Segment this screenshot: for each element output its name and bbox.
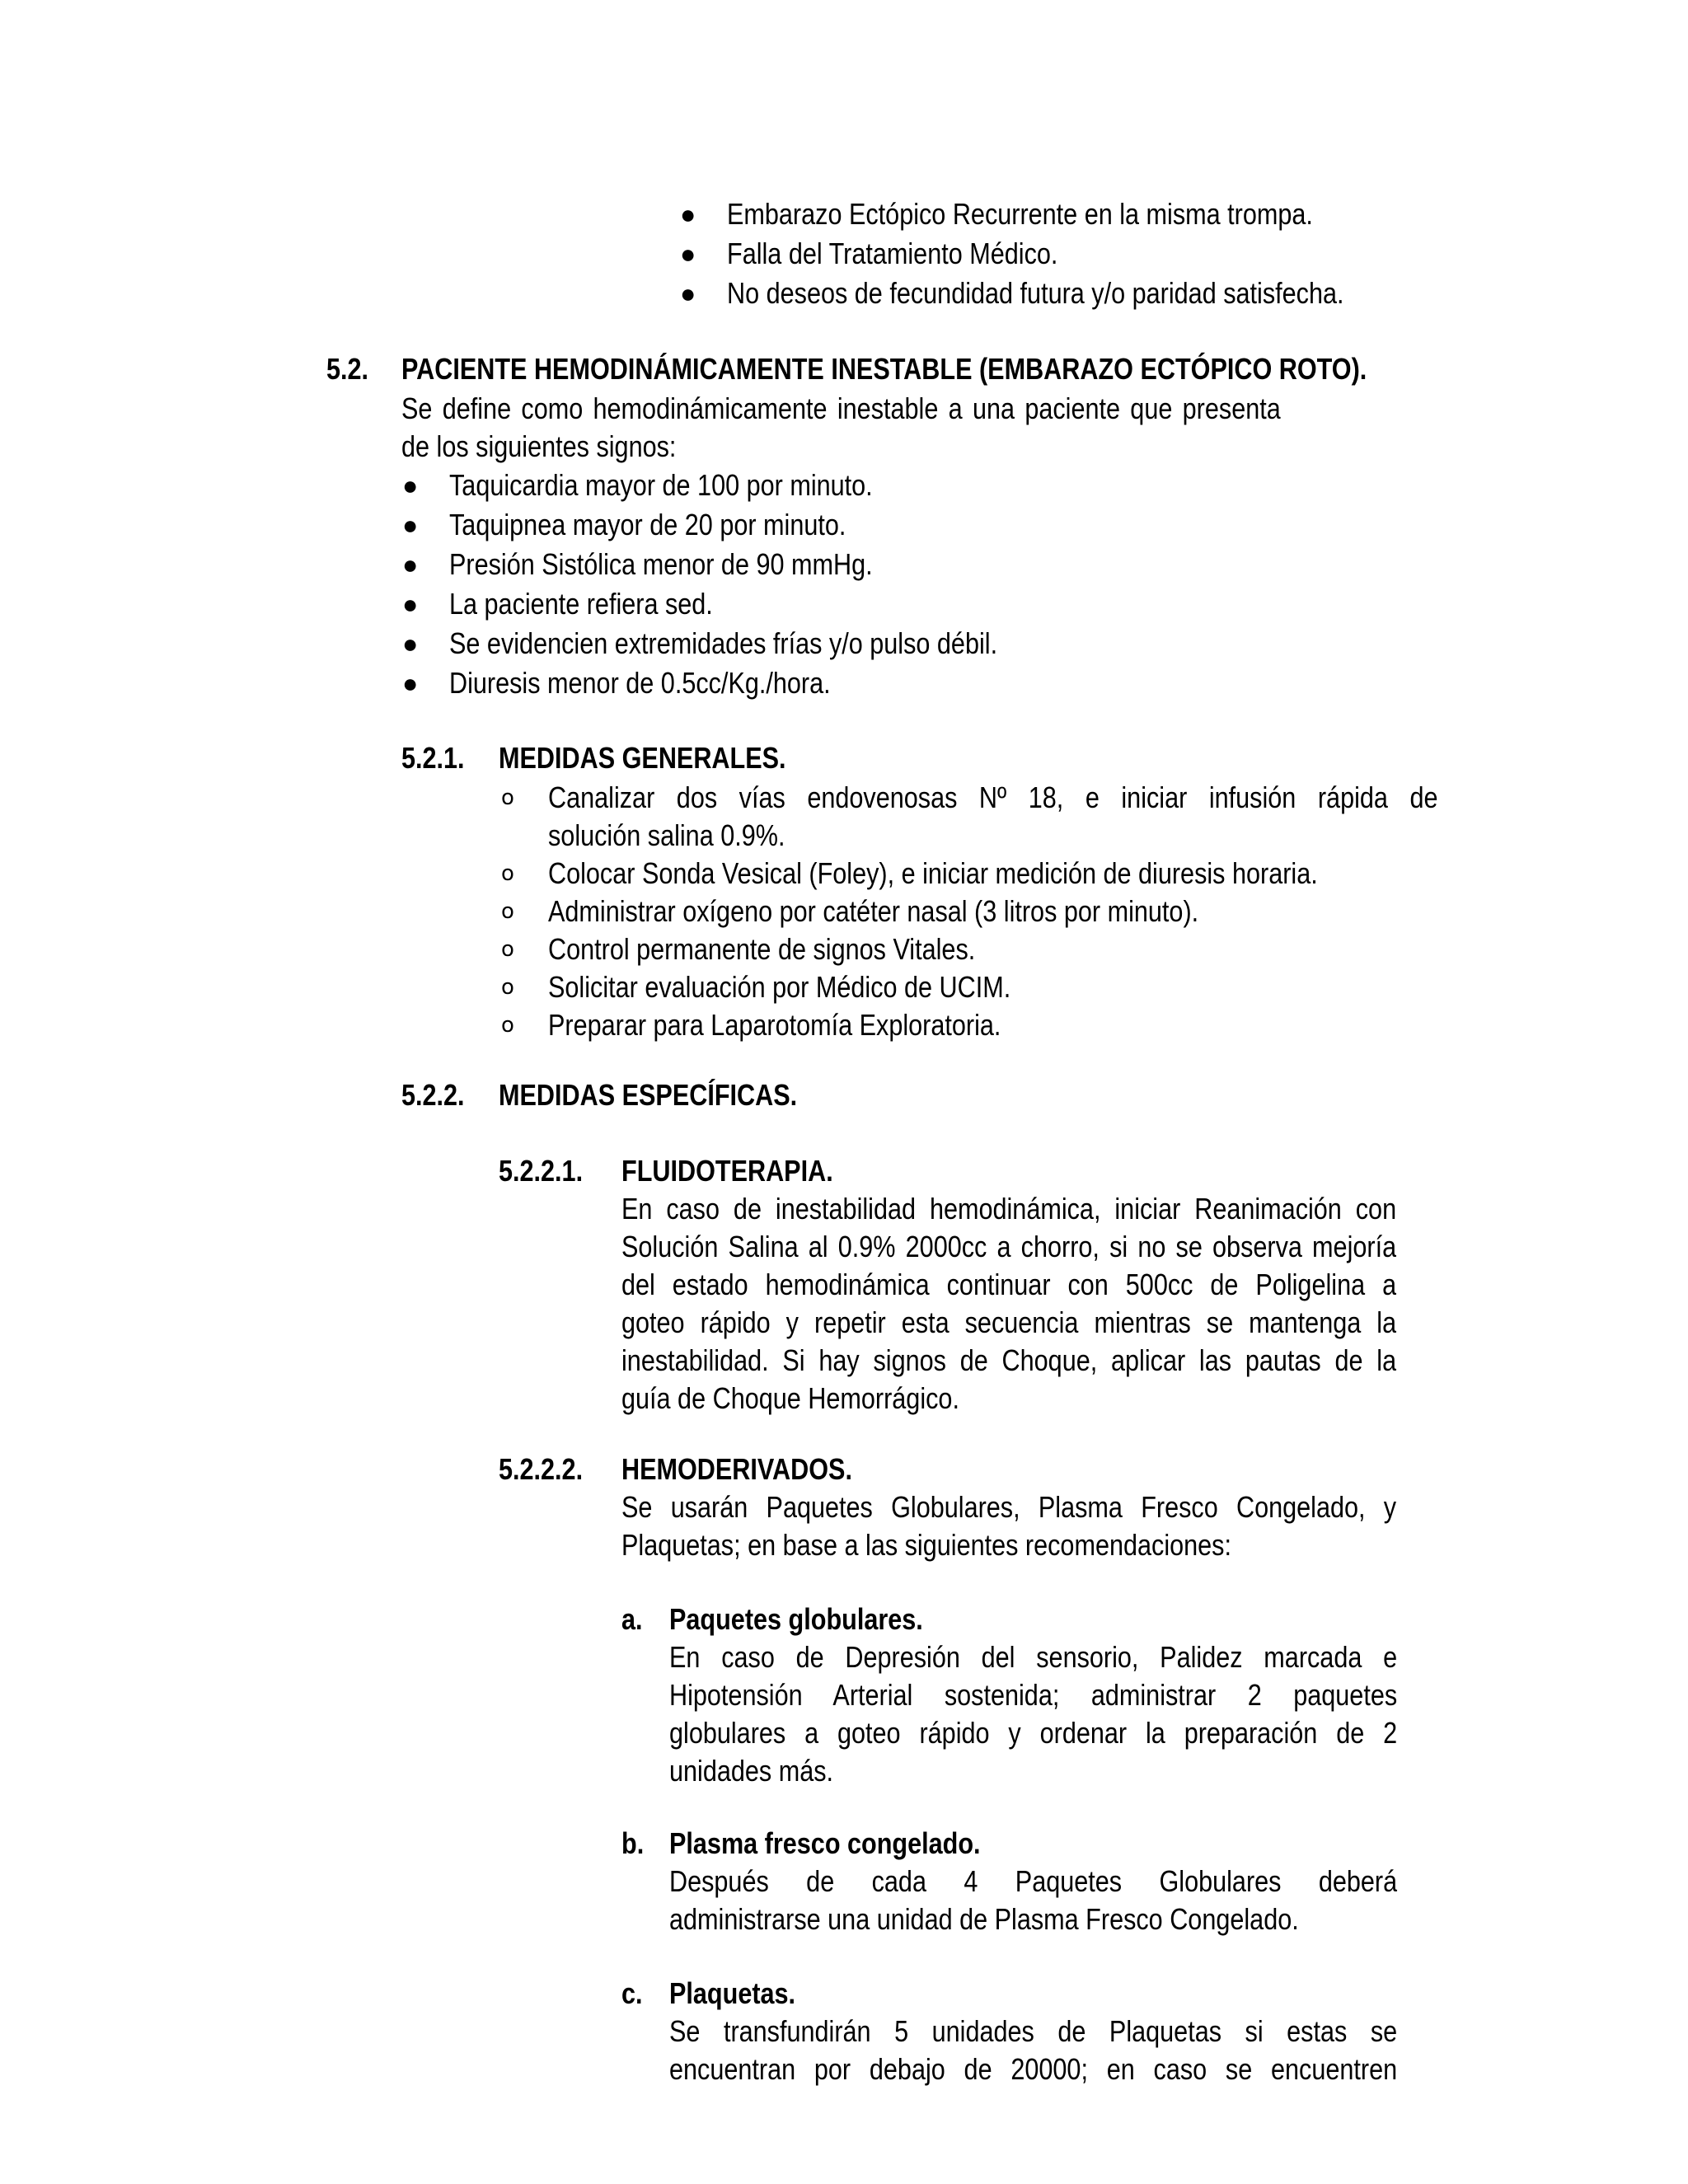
section-title: MEDIDAS ESPECÍFICAS. — [499, 1078, 798, 1112]
paragraph-line: guía de Choque Hemorrágico. — [621, 1381, 959, 1415]
bullet-icon: ● — [680, 199, 696, 229]
section-number: 5.2.2. — [401, 1078, 465, 1112]
circle-bullet-icon: o — [501, 899, 514, 924]
circle-bullet-icon: o — [501, 861, 514, 886]
section-number: 5.2.1. — [401, 741, 465, 775]
paragraph-line: Se usarán Paquetes Globulares, Plasma Fresco Congelado, y — [621, 1490, 1397, 1524]
section-title: MEDIDAS GENERALES. — [499, 741, 786, 775]
bullet-icon: ● — [402, 629, 419, 658]
list-item: No deseos de fecundidad futura y/o paridad satisfecha. — [727, 276, 1344, 310]
paragraph-line: unidades más. — [669, 1754, 834, 1788]
list-item: Colocar Sonda Vesical (Foley), e iniciar medición de diuresis horaria. — [548, 856, 1318, 890]
paragraph-line: Solución Salina al 0.9% 2000cc a chorro, si no se observa mejoría — [621, 1230, 1397, 1263]
list-item: Taquipnea mayor de 20 por minuto. — [449, 508, 846, 541]
section-title: FLUIDOTERAPIA. — [621, 1154, 833, 1188]
paragraph-line: Se transfundirán 5 unidades de Plaquetas si estas se — [669, 2014, 1398, 2048]
bullet-icon: ● — [402, 668, 419, 698]
paragraph-line: del estado hemodinámica continuar con 500cc de Poligelina a — [621, 1268, 1397, 1301]
section-title: PACIENTE HEMODINÁMICAMENTE INESTABLE (EMBARAZO ECTÓPICO ROTO). — [401, 352, 1367, 386]
section-number: 5.2.2.1. — [499, 1154, 584, 1188]
list-item: Se evidencien extremidades frías y/o pulso débil. — [449, 626, 998, 660]
subsection-letter: b. — [621, 1826, 645, 1860]
bullet-icon: ● — [402, 589, 419, 619]
paragraph-line: goteo rápido y repetir esta secuencia mientras se mantenga la — [621, 1305, 1397, 1339]
list-item: Control permanente de signos Vitales. — [548, 932, 976, 966]
paragraph-line: encuentran por debajo de 20000; en caso se encuentren — [669, 2052, 1398, 2086]
bullet-icon: ● — [402, 510, 419, 540]
paragraph-line: Plaquetas; en base a las siguientes recomendaciones: — [621, 1528, 1231, 1562]
bullet-icon: ● — [680, 239, 696, 269]
paragraph-line: Se define como hemodinámicamente inestable a una paciente que presenta — [401, 391, 1281, 425]
list-item: Administrar oxígeno por catéter nasal (3 litros por minuto). — [548, 894, 1199, 928]
list-item: La paciente refiera sed. — [449, 587, 713, 621]
subsection-title: Paquetes globulares. — [669, 1602, 923, 1636]
list-item: Falla del Tratamiento Médico. — [727, 237, 1058, 270]
paragraph-line: de los siguientes signos: — [401, 429, 677, 463]
paragraph-line: En caso de inestabilidad hemodinámica, iniciar Reanimación con — [621, 1192, 1397, 1226]
paragraph-line: Después de cada 4 Paquetes Globulares deberá — [669, 1864, 1398, 1898]
circle-bullet-icon: o — [501, 785, 514, 810]
subsection-letter: a. — [621, 1602, 643, 1636]
section-number: 5.2.2.2. — [499, 1452, 584, 1486]
circle-bullet-icon: o — [501, 937, 514, 962]
section-number: 5.2. — [326, 352, 369, 386]
list-item: Embarazo Ectópico Recurrente en la misma trompa. — [727, 197, 1313, 231]
section-title: HEMODERIVADOS. — [621, 1452, 852, 1486]
paragraph-line: administrarse una unidad de Plasma Fresco Congelado. — [669, 1902, 1299, 1936]
paragraph-line: Hipotensión Arterial sostenida; administrar 2 paquetes — [669, 1678, 1398, 1712]
paragraph-line: En caso de Depresión del sensorio, Palidez marcada e — [669, 1640, 1398, 1674]
circle-bullet-icon: o — [501, 975, 514, 1000]
bullet-icon: ● — [402, 550, 419, 579]
circle-bullet-icon: o — [501, 1013, 514, 1038]
list-item: Presión Sistólica menor de 90 mmHg. — [449, 547, 873, 581]
list-item: Solicitar evaluación por Médico de UCIM. — [548, 970, 1011, 1004]
list-item: Canalizar dos vías endovenosas Nº 18, e iniciar infusión rápida de — [548, 780, 1438, 814]
bullet-icon: ● — [402, 471, 419, 500]
paragraph-line: globulares a goteo rápido y ordenar la preparación de 2 — [669, 1716, 1398, 1750]
list-item: solución salina 0.9%. — [548, 818, 785, 852]
bullet-icon: ● — [680, 279, 696, 308]
list-item: Taquicardia mayor de 100 por minuto. — [449, 468, 873, 502]
subsection-letter: c. — [621, 1976, 643, 2010]
list-item: Diuresis menor de 0.5cc/Kg./hora. — [449, 666, 831, 700]
subsection-title: Plasma fresco congelado. — [669, 1826, 981, 1860]
subsection-title: Plaquetas. — [669, 1976, 796, 2010]
paragraph-line: inestabilidad. Si hay signos de Choque, aplicar las pautas de la — [621, 1343, 1397, 1377]
list-item: Preparar para Laparotomía Exploratoria. — [548, 1008, 1001, 1042]
